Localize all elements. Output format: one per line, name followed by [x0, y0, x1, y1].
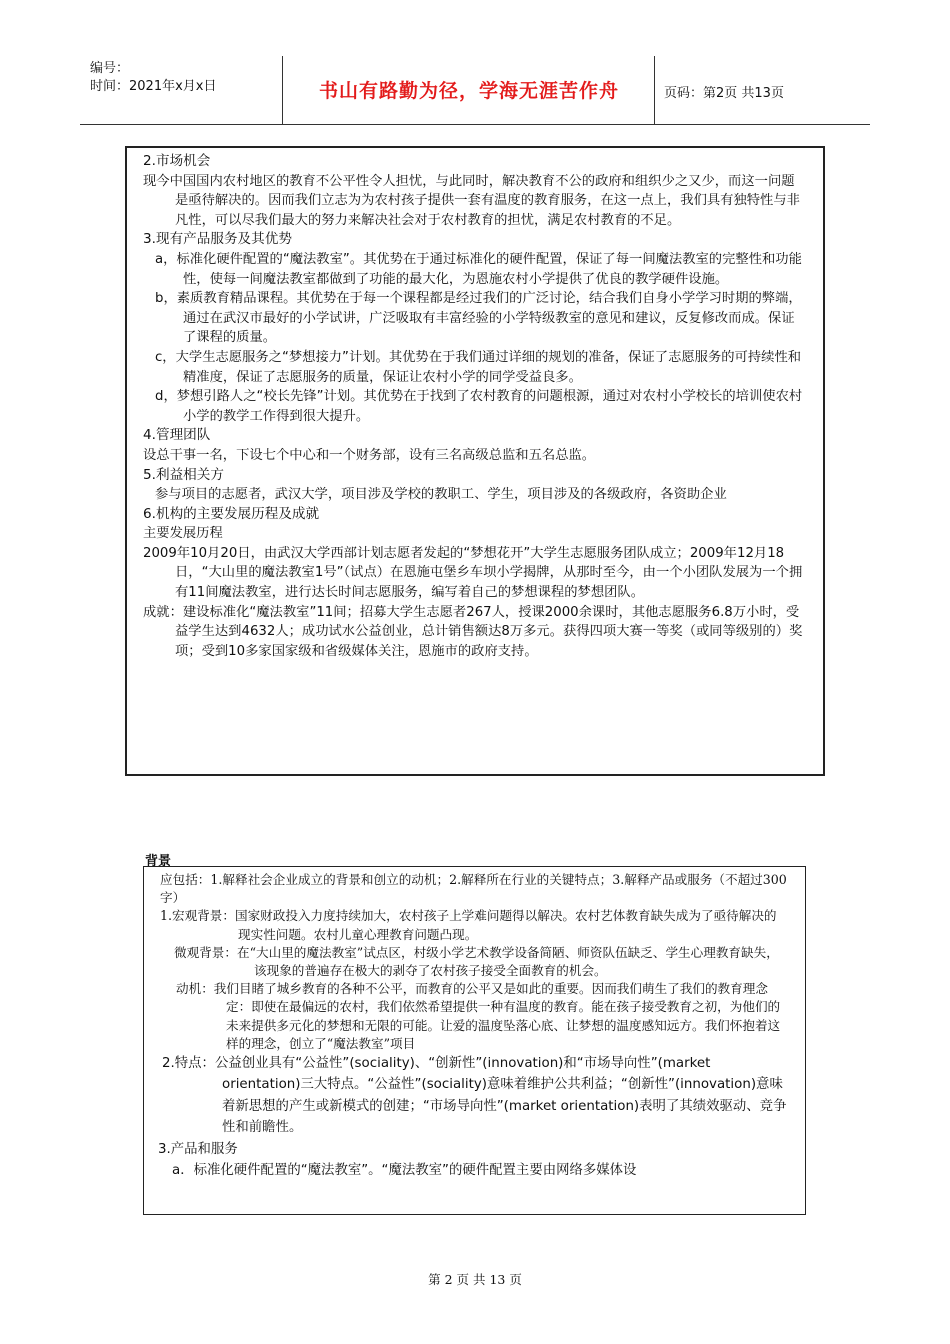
section-2-title: 2.市场机会 [143, 153, 211, 169]
section-3-item-b: b，素质教育精品课程。其优势在于每一个课程都是经过我们的广泛讨论，结合我们自身小学学习时期的弊端，通过在武汉市最好的小学试讲，广泛吸取有丰富经验的小学特级教室的意见和建议，反复修改而成。保证了课程的质量。 [155, 291, 802, 346]
section-4-body: 设总干事一名，下设七个中心和一个财务部，设有三名高级总监和五名总监。 [143, 447, 596, 463]
section-5-body: 参与项目的志愿者，武汉大学，项目涉及学校的教职工、学生，项目涉及的各级政府，各资助企业 [155, 487, 727, 503]
header-divider [654, 56, 655, 124]
section-6-subtitle: 主要发展历程 [143, 526, 223, 542]
section-6-title: 6.机构的主要发展历程及成就 [143, 505, 320, 522]
background-content [158, 871, 788, 1181]
number-label: 编号： [90, 61, 130, 76]
header-divider [282, 56, 283, 124]
section-5-title: 5.利益相关方 [143, 466, 224, 483]
section-6-achievement: 成就：建设标准化“魔法教室”11间；招募大学生志愿者267人，授课2000余课时，其他志愿服务6.8万小时，受益学生达到4632人；成功试水公益创业，总计销售额达8万多元。获得四项大赛一等奖（或同等级别的）奖项；受到10多家国家级和省级媒体关注，恩施市的政府支持。 [143, 604, 803, 659]
section-3-item-a: a，标准化硬件配置的“魔法教室”。其优势在于通过标准化的硬件配置，保证了每一间魔法教室的完整性和功能性，使每一间魔法教室都做到了功能的最大化，为恩施农村小学提供了优良的教学硬件设施。 [155, 251, 802, 287]
section-3-title: 3.现有产品服务及其优势 [143, 231, 292, 248]
background-motive: 动机：我们目睹了城乡教育的各种不公平，而教育的公平又是如此的重要。因而我们萌生了我们的教育理念定：即使在最偏远的农村，我们依然希望提供一种有温度的教育。能在孩子接受教育之初，为他们的未来提供多元化的梦想和无限的可能。让爱的温度坠落心底、让梦想的温度感知远方。我们怀抱着这样的理念，创立了“魔法教室”项目 [176, 981, 781, 1051]
background-products-title: 3.产品和服务 [158, 1141, 238, 1157]
background-box [143, 866, 806, 1215]
background-micro: 微观背景：在“大山里的魔法教室”试点区，村级小学艺术教学设备简陋、师资队伍缺乏、学生心理教育缺失，该现象的普遍存在极大的剥夺了农村孩子接受全面教育的机会。 [174, 944, 779, 979]
time-label: 时间：2021年x月x日 [90, 79, 217, 94]
page-header [80, 56, 870, 125]
header-page-info: 页码：第2页 共13页 [664, 86, 784, 101]
background-macro: 1.宏观背景：国家财政投入力度持续加大，农村孩子上学难问题得以解决。农村艺体教育缺失成为了亟待解决的现实性问题。农村儿童心理教育问题凸现。 [160, 908, 777, 942]
page-footer: 第 2 页 共 13 页 [428, 1272, 522, 1287]
background-title: 背景 [145, 854, 172, 869]
section-4-title: 4.管理团队 [143, 427, 211, 444]
section-6-history: 2009年10月20日，由武汉大学西部计划志愿者发起的“梦想花开”大学生志愿服务团队成立；2009年12月18日，“大山里的魔法教室1号”（试点）在恩施屯堡乡车坝小学揭牌，从那时至今，由一个小团队发展为一个拥有11间魔法教室，进行达长时间志愿服务，编写着自己的梦想课程的梦想团队。 [143, 545, 803, 601]
section-3-item-d: d，梦想引路人之“校长先锋”计划。其优势在于找到了农村教育的问题根源，通过对农村小学校长的培训使农村小学的教学工作得到很大提升。 [155, 389, 803, 424]
background-features: 2.特点：公益创业具有“公益性”(sociality)、“创新性”(innovation)和“市场导向性”(market orientation)三大特点。“公益性”(sociality)意味着维护公共利益；“创新性”(innovation)意味着新思想的产生或新模式的创建；“市场导向性”(market orientation)表明了其绩效驱动、竞争性和前瞻性。 [162, 1056, 787, 1136]
section-2-body: 现今中国国内农村地区的教育不公平性令人担忧，与此同时，解决教育不公的政府和组织少之又少，而这一问题是亟待解决的。因而我们立志为为农村孩子提供一套有温度的教育服务，在这一点上，我们具有独特性与非凡性，可以尽我们最大的努力来解决社会对于农村教育的担忧，满足农村教育的不足。 [143, 173, 800, 228]
header-meta [90, 60, 216, 96]
section-content [143, 152, 807, 661]
section-3-item-c: c，大学生志愿服务之“梦想接力”计划。其优势在于我们通过详细的规划的准备，保证了志愿服务的可持续性和精准度，保证了志愿服务的质量，保证让农村小学的同学受益良多。 [155, 349, 802, 385]
background-product-a: a．标准化硬件配置的“魔法教室”。“魔法教室”的硬件配置主要由网络多媒体设 [172, 1163, 637, 1179]
background-intro: 应包括：1.解释社会企业成立的背景和创立的动机；2.解释所在行业的关键特点；3.解释产品或服务（不超过300字） [160, 872, 787, 906]
header-motto: 书山有路勤为径，学海无涯苦作舟 [318, 80, 619, 102]
section-box [125, 146, 825, 776]
